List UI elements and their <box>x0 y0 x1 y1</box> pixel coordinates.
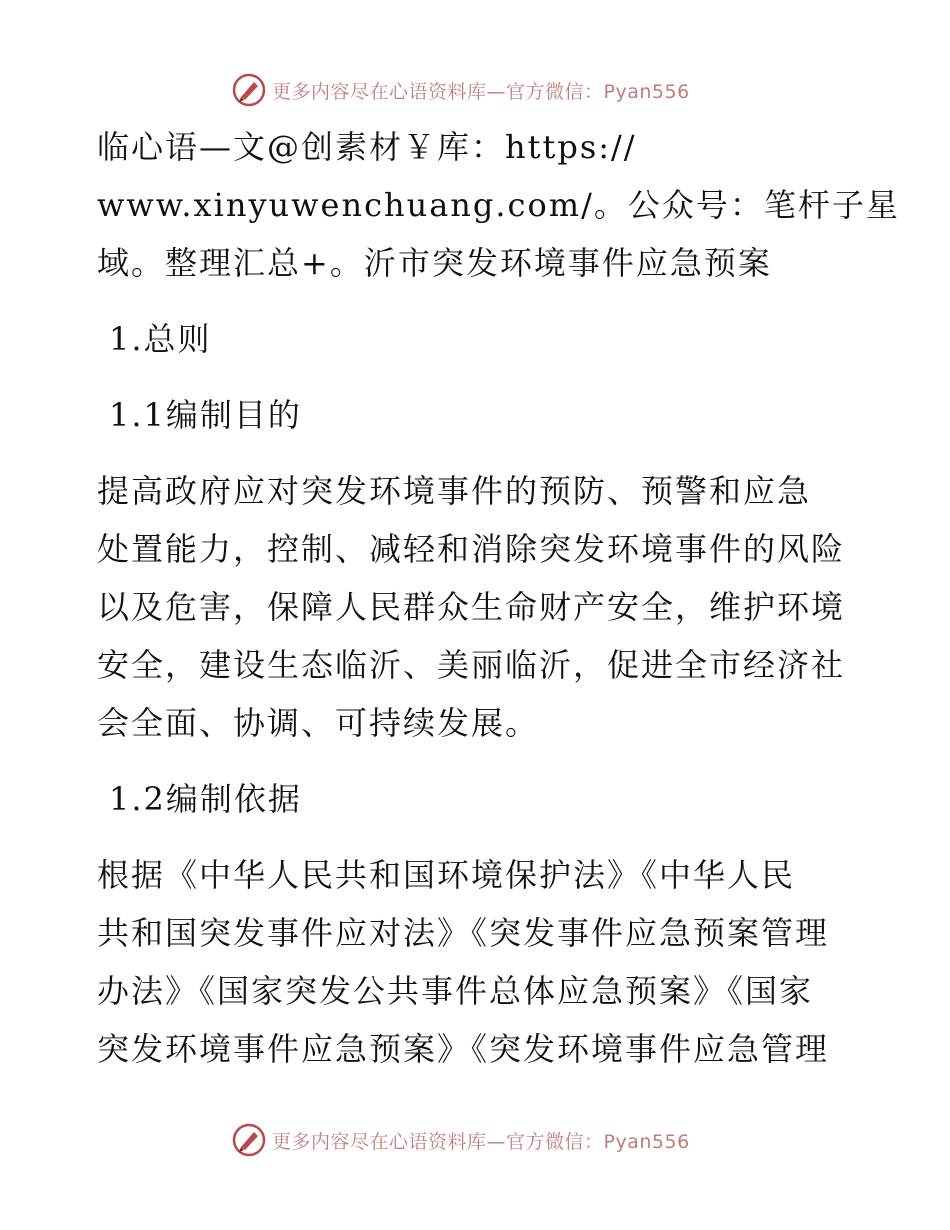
text-line: 突发环境事件应急预案》《突发环境事件应急管理 <box>97 1030 830 1068</box>
text-line: 提高政府应对突发环境事件的预防、预警和应急 <box>97 472 812 510</box>
purpose-paragraph <box>97 462 857 752</box>
banner-text: 更多内容尽在心语资料库—官方微信：Pyan556 <box>272 80 690 103</box>
text-line: 共和国突发事件应对法》《突发事件应急预案管理 <box>97 914 830 952</box>
text-line: 办法》《国家突发公共事件总体应急预案》《国家 <box>97 972 814 1010</box>
text-line: 处置能力，控制、减轻和消除突发环境事件的风险 <box>97 530 846 568</box>
text-line: 域。整理汇总+。沂市突发环境事件应急预案 <box>97 244 772 282</box>
text-line: 根据《中华人民共和国环境保护法》《中华人民 <box>97 856 796 894</box>
footer-banner <box>232 1120 690 1160</box>
section-heading-1-1: 1.1编制目的 <box>109 396 302 434</box>
text-line: 会全面、协调、可持续发展。 <box>97 704 540 742</box>
pen-logo-icon <box>232 73 266 107</box>
document-body <box>97 118 900 1078</box>
text-line: 安全，建设生态临沂、美丽临沂，促进全市经济社 <box>97 646 846 684</box>
intro-paragraph <box>97 118 900 292</box>
section-heading-1: 1.总则 <box>109 320 212 358</box>
banner-text: 更多内容尽在心语资料库—官方微信：Pyan556 <box>272 1130 690 1153</box>
header-banner <box>232 70 690 110</box>
pen-logo-icon <box>232 1123 266 1157</box>
basis-paragraph <box>97 846 857 1078</box>
text-line: 临心语—文@创素材￥库：https:// <box>97 128 637 166</box>
text-line: www.xinyuwenchuang.com/。公众号：笔杆子星 <box>97 186 900 224</box>
section-heading-1-2: 1.2编制依据 <box>109 780 302 818</box>
text-line: 以及危害，保障人民群众生命财产安全，维护环境 <box>97 588 846 626</box>
